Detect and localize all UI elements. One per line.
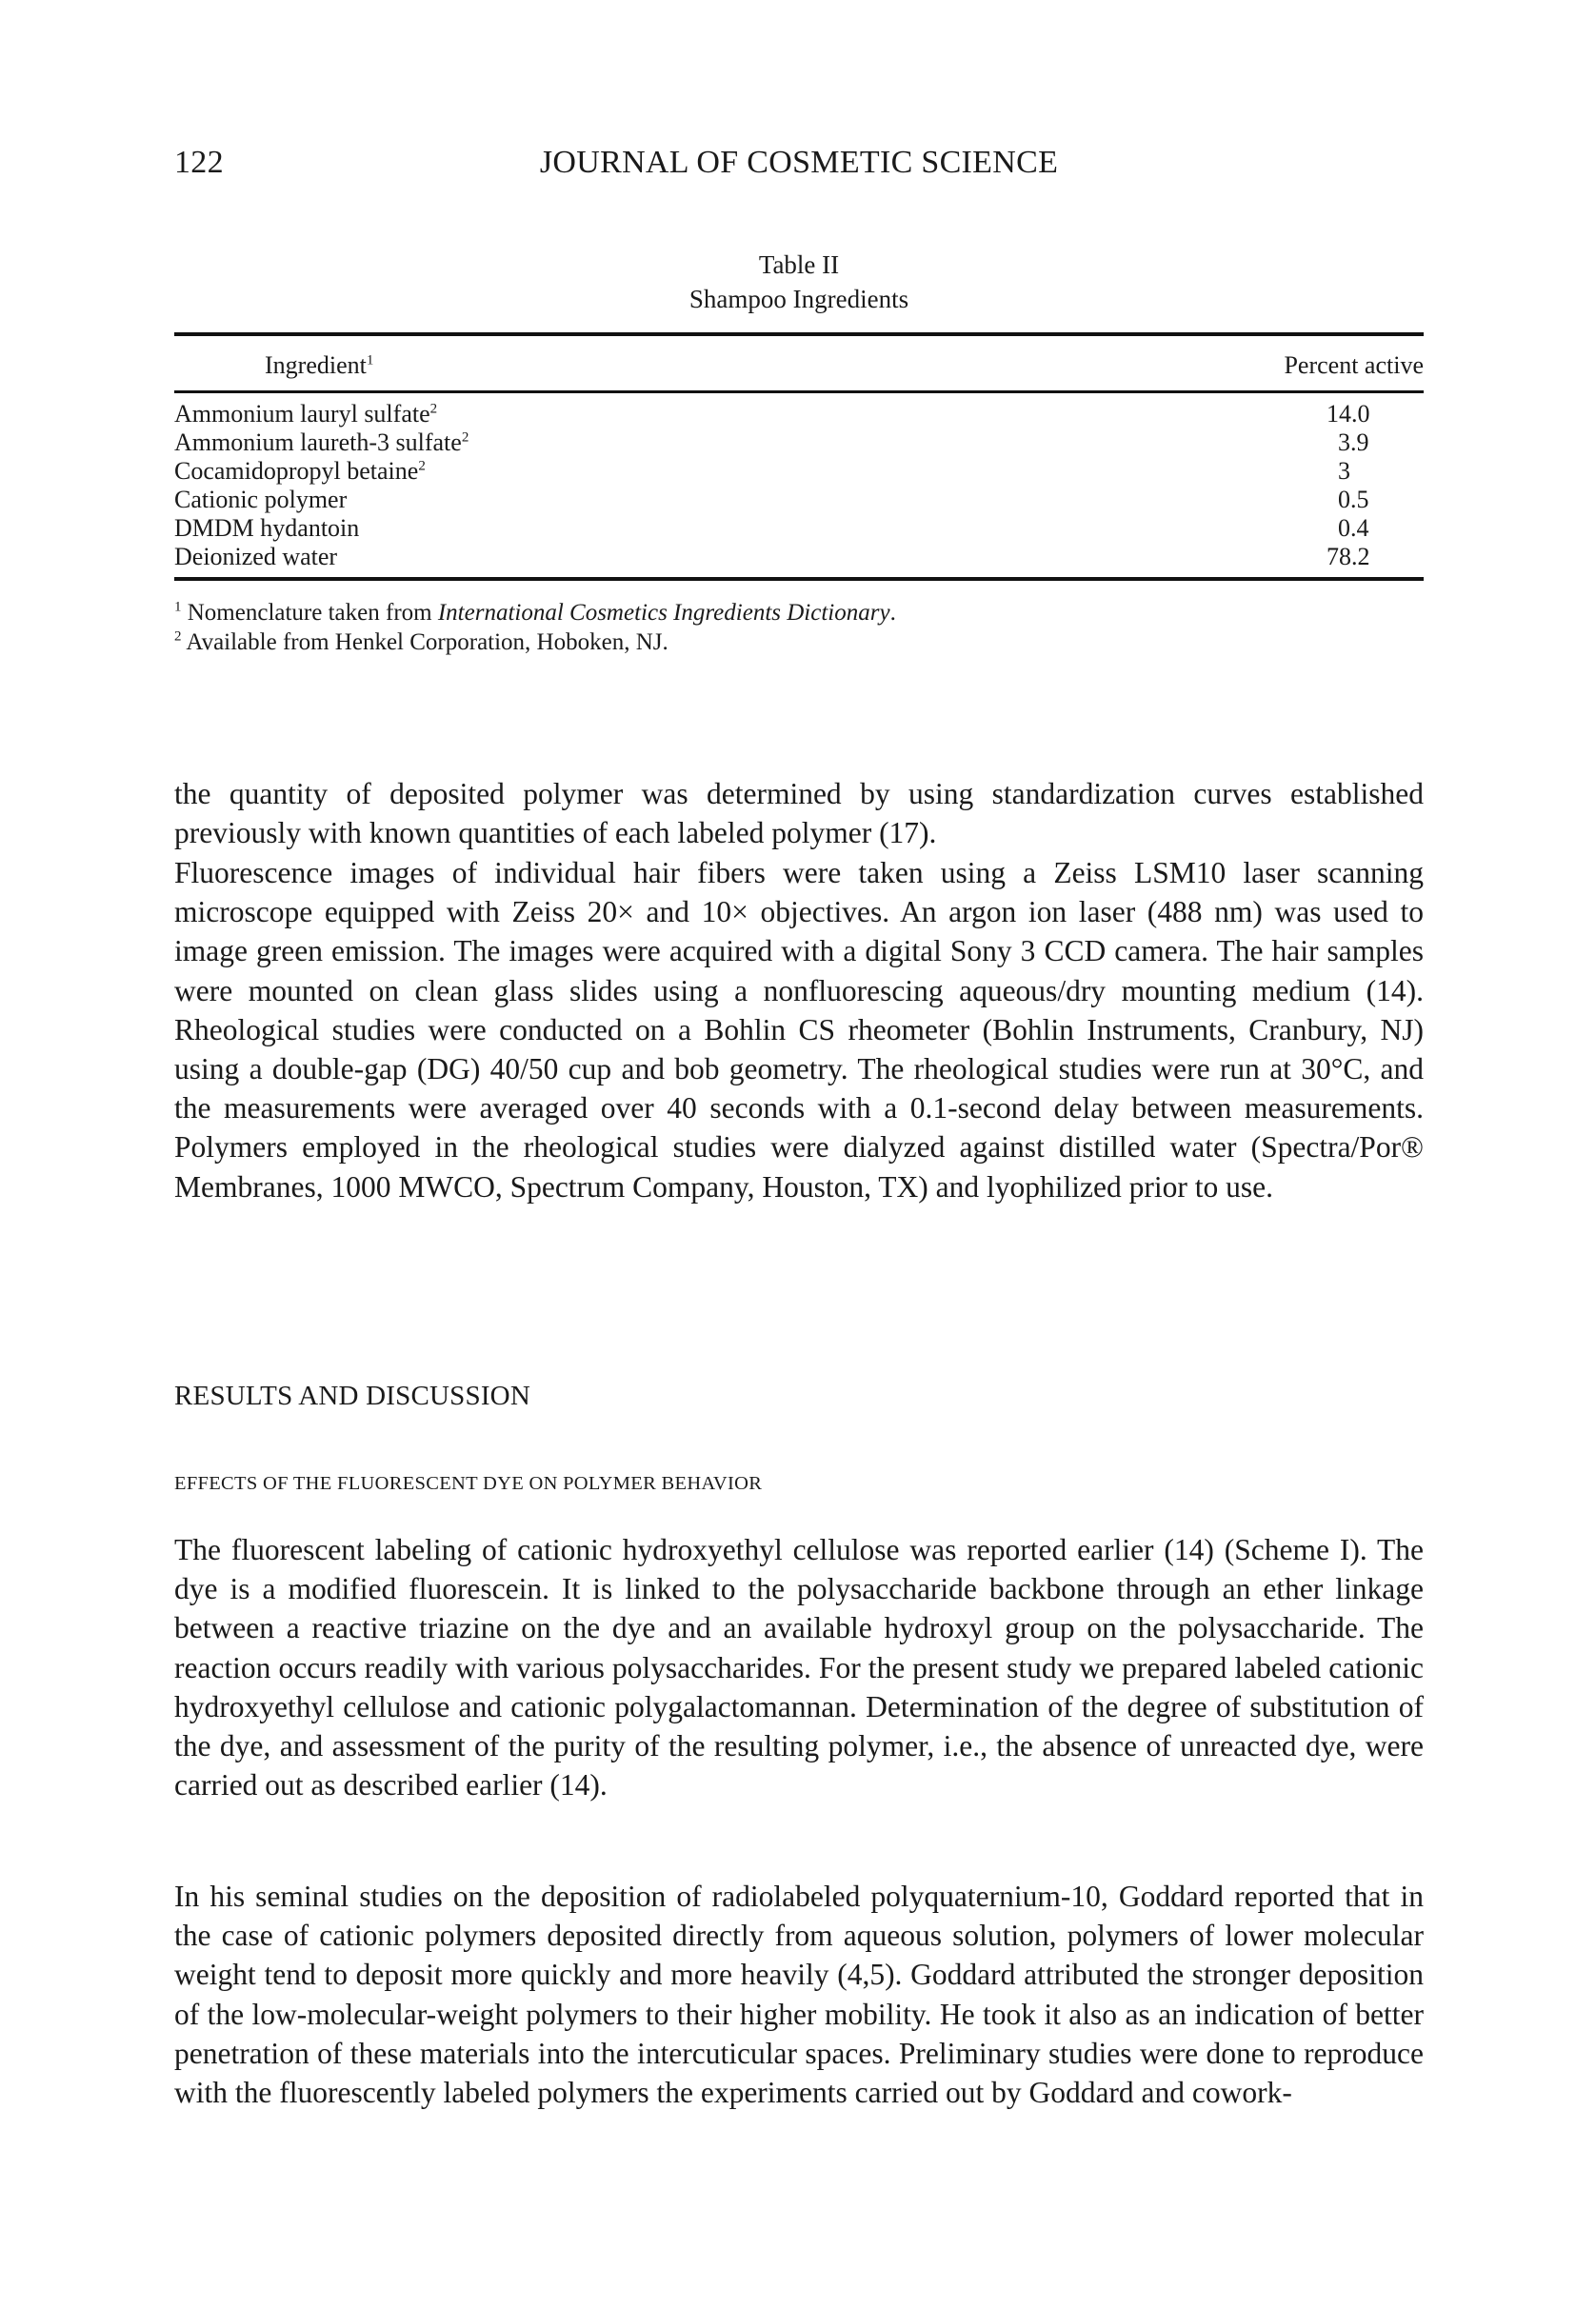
footnote-mark: 1 [366, 352, 374, 368]
page-number: 122 [174, 145, 224, 180]
ingredient-cell [174, 514, 359, 543]
footnote-italic-title: International Cosmetics Ingredients Dictionary [437, 600, 890, 626]
subsection-heading: EFFECTS OF THE FLUORESCENT DYE ON POLYMER BEHAVIOR [174, 1473, 763, 1494]
percent-cell: 0.5 [1338, 486, 1369, 513]
footnote-text: Available from Henkel Corporation, Hoboken, NJ. [186, 629, 668, 655]
table-row [174, 457, 1424, 486]
table-row [174, 514, 1424, 543]
table-row [174, 543, 1424, 571]
ingredient-cell [174, 428, 469, 457]
table-body [174, 400, 1424, 571]
table-row [174, 486, 1424, 514]
ingredient-cell [174, 486, 347, 514]
table-row [174, 400, 1424, 428]
column-header-ingredient [265, 350, 373, 381]
ingredient-name: Cocamidopropyl betaine [174, 457, 419, 485]
footnote-2 [174, 627, 1424, 657]
column-header-percent: Percent active [1284, 351, 1424, 379]
ingredient-name: DMDM hydantoin [174, 514, 360, 542]
footnote-mark: 2 [461, 429, 469, 446]
percent-cell: 78.2 [1327, 543, 1370, 570]
percent-cell: 0.4 [1338, 514, 1369, 542]
column-header-ingredient-label: Ingredient [265, 351, 367, 379]
table-header-rule [174, 390, 1424, 393]
running-head [174, 145, 1424, 187]
footnote-text: Nomenclature taken from [187, 600, 438, 626]
footnote-mark: 2 [174, 628, 182, 645]
table-caption [174, 249, 1424, 316]
section-heading: RESULTS AND DISCUSSION [174, 1381, 530, 1411]
ingredient-name: Ammonium lauryl sulfate [174, 400, 430, 428]
table-row [174, 428, 1424, 457]
footnote-end: . [889, 600, 896, 626]
footnote-mark: 2 [429, 401, 438, 417]
ingredient-name: Deionized water [174, 543, 338, 570]
table-top-rule [174, 332, 1424, 336]
table-number: Table II [758, 250, 840, 279]
paragraph-standardization: the quantity of deposited polymer was determined by using standardization curves established previously with known quantities of each labeled polymer (17). [174, 777, 1424, 850]
footnote-1 [174, 598, 1424, 627]
percent-cell: 3.9 [1338, 428, 1369, 456]
ingredient-name: Ammonium laureth-3 sulfate [174, 428, 462, 456]
journal-title: JOURNAL OF COSMETIC SCIENCE [539, 145, 1059, 180]
footnote-mark: 2 [418, 458, 426, 474]
ingredient-name: Cationic polymer [174, 486, 348, 513]
ingredient-cell [174, 543, 337, 571]
table-bottom-rule [174, 577, 1424, 581]
table-footnotes [174, 598, 1424, 657]
paragraph-fluorescent-labeling: The fluorescent labeling of cationic hydroxyethyl cellulose was reported earlier (14) (Scheme I). The dye is a modified fluorescein. It is linked to the polysaccharide backbone through an ether linkage between a reactive triazine on the dye and an available hydroxyl group on the polysaccharide. The reaction occurs readily with various polysaccharides. For the present study we prepared labeled cationic hydroxyethyl cellulose and cationic polygalactomannan. Determination of the degree of substitution of the dye, and assessment of the purity of the resulting polymer, i.e., the absence of unreacted dye, were carried out as described earlier (14). [174, 1533, 1424, 1802]
table-title: Shampoo Ingredients [688, 285, 909, 313]
ingredient-cell [174, 457, 426, 486]
percent-cell: 14.0 [1327, 400, 1370, 428]
ingredient-cell [174, 400, 437, 428]
paragraph-fluorescence-methods: Fluorescence images of individual hair fibers were taken using a Zeiss LSM10 laser scanning microscope equipped with Zeiss 20× and 10× objectives. An argon ion laser (488 nm) was used to image green emission. The images were acquired with a digital Sony 3 CCD camera. The hair samples were mounted on clean glass slides using a nonfluorescing aqueous/dry mounting medium (14). Rheological studies were conducted on a Bohlin CS rheometer (Bohlin Instruments, Cranbury, NJ) using a double-gap (DG) 40/50 cup and bob geometry. The rheological studies were run at 30°C, and the measurements were averaged over 40 seconds with a 0.1-second delay between measurements. Polymers employed in the rheological studies were dialyzed against distilled water (Spectra/Por® Membranes, 1000 MWCO, Spectrum Company, Houston, TX) and lyophilized prior to use. [174, 856, 1424, 1204]
footnote-mark: 1 [174, 599, 182, 615]
paragraph-goddard-studies: In his seminal studies on the deposition of radiolabeled polyquaternium-10, Goddard reported that in the case of cationic polymers deposited directly from aqueous solution, polymers of lower molecular weight tend to deposit more quickly and more heavily (4,5). Goddard attributed the stronger deposition of the low-molecular-weight polymers to their higher mobility. He took it also as an indication of better penetration of these materials into the intercuticular spaces. Preliminary studies were done to reproduce with the fluorescently labeled polymers the experiments carried out by Goddard and cowork- [174, 1880, 1424, 2110]
percent-cell: 3 [1338, 457, 1350, 485]
